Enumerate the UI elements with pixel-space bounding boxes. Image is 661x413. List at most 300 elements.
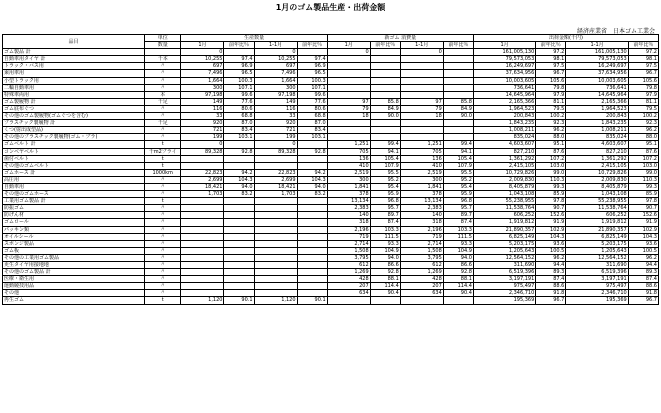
row-value: 99.6 (224, 91, 254, 98)
row-value: 1,703 (254, 191, 297, 198)
row-value: 719 (400, 233, 443, 240)
row-value: 3,795 (400, 254, 443, 261)
row-value: 89.7 (370, 212, 400, 219)
row-value: 2,383 (400, 205, 443, 212)
row-value: 300 (400, 176, 443, 183)
row-value (370, 91, 400, 98)
row-value: 90.0 (443, 113, 473, 120)
row-value: 104.3 (224, 176, 254, 183)
row-name: 自動車用タイヤ 計 (3, 56, 145, 63)
row-value: 79.8 (536, 84, 566, 91)
row-value: 92.8 (443, 269, 473, 276)
row-value: 87.4 (443, 219, 473, 226)
row-value: 85.9 (536, 191, 566, 198)
row-value: 92.8 (370, 269, 400, 276)
row-value: 88.6 (628, 283, 658, 290)
row-name: その他のゴムベルト (3, 162, 145, 169)
row-value: 93.6 (536, 240, 566, 247)
row-value: 95.7 (443, 205, 473, 212)
row-value: 2,699 (181, 176, 224, 183)
header-col-6: 1-1月 (400, 42, 443, 49)
header-col-3: 前年比％ (297, 42, 327, 49)
table-row (3, 84, 659, 91)
header-col-11: 前年比％ (628, 42, 658, 49)
row-value: 1,703 (181, 191, 224, 198)
row-value: 97.9 (536, 91, 566, 98)
table-row (3, 98, 659, 105)
row-value (370, 120, 400, 127)
row-value: 96.7 (628, 297, 658, 304)
header-rubber-consumption: 新ゴム 消費量 (327, 35, 473, 42)
row-unit: 〃 (144, 77, 181, 84)
row-value: 6,519,396 (473, 269, 535, 276)
row-value: 835,024 (473, 134, 535, 141)
row-value: 83.2 (297, 191, 327, 198)
row-name: プラスチック製履物 計 (3, 120, 145, 127)
row-value (181, 276, 224, 283)
row-value: 79.5 (628, 105, 658, 112)
row-name: パッキン類 (3, 226, 145, 233)
row-value: 68.8 (297, 113, 327, 120)
row-value: 2,165,366 (566, 98, 628, 105)
row-value: 90.4 (443, 290, 473, 297)
row-value (443, 91, 473, 98)
row-value: 12,564,152 (566, 254, 628, 261)
row-value: 83.2 (224, 191, 254, 198)
row-value (400, 84, 443, 91)
row-unit: 千本 (144, 56, 181, 63)
row-value (224, 49, 254, 56)
row-unit: t (144, 198, 181, 205)
row-unit: 千足 (144, 120, 181, 127)
row-name: くつ(射出成型品) (3, 127, 145, 134)
row-value: 195,369 (566, 297, 628, 304)
header-quantity: 数量 (144, 42, 181, 49)
row-value: 300 (181, 84, 224, 91)
row-value: 103.1 (297, 134, 327, 141)
row-value: 105.4 (370, 155, 400, 162)
row-value: 85.8 (370, 98, 400, 105)
row-value: 7,496 (254, 70, 297, 77)
row-unit: 〃 (144, 63, 181, 70)
row-value: 95.4 (370, 183, 400, 190)
row-value: 87.4 (628, 276, 658, 283)
row-value: 95.5 (443, 169, 473, 176)
header-item: 品目 (3, 35, 145, 49)
row-value: 14,645,964 (473, 91, 535, 98)
table-row (3, 297, 659, 304)
table-row (3, 113, 659, 120)
row-unit: 本 (144, 91, 181, 98)
row-value: 0 (327, 49, 370, 56)
row-value: 1,251 (327, 141, 370, 148)
row-value: 100.5 (536, 247, 566, 254)
row-value: 103.0 (628, 162, 658, 169)
row-value: 721 (254, 127, 297, 134)
header-shipment-value: 出荷金額(千円) (473, 35, 658, 42)
row-value (254, 205, 297, 212)
row-value: 3,197,191 (566, 276, 628, 283)
row-name: 高圧用 (3, 176, 145, 183)
row-value: 96.2 (536, 127, 566, 134)
row-value: 96.9 (224, 63, 254, 70)
table-row (3, 77, 659, 84)
row-value (297, 155, 327, 162)
row-value: 79 (400, 105, 443, 112)
row-value: 300 (254, 84, 297, 91)
row-value: 103.3 (443, 226, 473, 233)
row-value: 77.6 (224, 98, 254, 105)
table-row (3, 56, 659, 63)
row-value: 705 (400, 148, 443, 155)
row-unit: 〃 (144, 134, 181, 141)
row-value: 37,634,956 (566, 70, 628, 77)
row-value (400, 77, 443, 84)
row-value: 93.6 (628, 240, 658, 247)
row-value (443, 49, 473, 56)
row-value: 410 (327, 162, 370, 169)
table-row (3, 219, 659, 226)
row-value: 88.0 (628, 134, 658, 141)
row-unit: 〃 (144, 176, 181, 183)
row-value: 2,415,105 (473, 162, 535, 169)
row-value (443, 84, 473, 91)
row-value (254, 247, 297, 254)
row-value: 634 (327, 290, 370, 297)
row-name: スポンジ製品 (3, 240, 145, 247)
row-value (297, 226, 327, 233)
row-value (254, 240, 297, 247)
row-value (181, 290, 224, 297)
row-value: 2,714 (400, 240, 443, 247)
row-value: 95.2 (443, 176, 473, 183)
row-value (443, 297, 473, 304)
row-value: 1,120 (254, 297, 297, 304)
row-value: 86.6 (370, 262, 400, 269)
row-name: 防げん材 (3, 212, 145, 219)
row-value: 97,198 (181, 91, 224, 98)
row-value: 91.9 (628, 219, 658, 226)
row-value: 80.6 (297, 105, 327, 112)
row-value: 90.4 (370, 290, 400, 297)
row-value: 318 (327, 219, 370, 226)
row-value (224, 276, 254, 283)
row-value: 94.4 (536, 262, 566, 269)
row-value: 2,165,366 (473, 98, 535, 105)
row-value: 1,120 (181, 297, 224, 304)
row-unit: 〃 (144, 269, 181, 276)
row-value: 7,496 (181, 70, 224, 77)
row-value (224, 262, 254, 269)
row-value: 97.2 (628, 49, 658, 56)
row-value: 87.6 (628, 148, 658, 155)
row-unit: 〃 (144, 191, 181, 198)
row-value: 105.4 (443, 155, 473, 162)
row-value: 1,964,523 (566, 105, 628, 112)
row-name: 歯付ベルト (3, 155, 145, 162)
row-value: 152.6 (536, 212, 566, 219)
row-value (254, 290, 297, 297)
row-value: 21,890,357 (473, 226, 535, 233)
row-value (400, 134, 443, 141)
table-row (3, 240, 659, 247)
row-value: 606,252 (473, 212, 535, 219)
row-value: 1,664 (254, 77, 297, 84)
row-unit: 〃 (144, 212, 181, 219)
row-value: 96.9 (297, 63, 327, 70)
row-value: 94.2 (297, 169, 327, 176)
data-table (2, 34, 659, 305)
row-value (254, 283, 297, 290)
row-name: 工業用ゴム製品 計 (3, 198, 145, 205)
row-value (181, 254, 224, 261)
row-value (181, 162, 224, 169)
row-value (181, 212, 224, 219)
table-row (3, 183, 659, 190)
row-value: 10,729,826 (473, 169, 535, 176)
row-name: その他のゴム製品 計 (3, 269, 145, 276)
row-value: 634 (400, 290, 443, 297)
row-value: 721 (181, 127, 224, 134)
row-value (254, 219, 297, 226)
row-value: 84.9 (443, 105, 473, 112)
row-value (443, 77, 473, 84)
row-value: 92.8 (224, 148, 254, 155)
row-value: 2,383 (327, 205, 370, 212)
row-value: 91.8 (536, 290, 566, 297)
row-unit: 千m2プライ (144, 148, 181, 155)
row-value (327, 84, 370, 91)
row-value (370, 134, 400, 141)
row-value: 140 (327, 212, 370, 219)
row-value: 2,519 (400, 169, 443, 176)
row-value: 96.5 (297, 70, 327, 77)
row-value: 55,238,955 (566, 198, 628, 205)
row-value: 136 (400, 155, 443, 162)
row-value: 99.6 (297, 91, 327, 98)
row-value (224, 219, 254, 226)
row-value (224, 290, 254, 297)
row-value: 104.3 (297, 176, 327, 183)
row-value: 99.0 (628, 169, 658, 176)
row-value (297, 262, 327, 269)
row-unit: 〃 (144, 226, 181, 233)
row-unit: 〃 (144, 113, 181, 120)
row-value: 95.9 (443, 191, 473, 198)
row-value (297, 290, 327, 297)
header-col-7: 前年比％ (443, 42, 473, 49)
row-value (224, 198, 254, 205)
row-value: 3,795 (327, 254, 370, 261)
row-unit: t (144, 162, 181, 169)
row-value (181, 283, 224, 290)
row-value: 92.3 (536, 120, 566, 127)
row-value: 97 (327, 98, 370, 105)
row-value (443, 56, 473, 63)
row-value: 110.3 (628, 176, 658, 183)
row-value: 2,415,105 (566, 162, 628, 169)
row-value: 90.7 (628, 205, 658, 212)
row-value: 37,634,956 (473, 70, 535, 77)
row-value (370, 56, 400, 63)
row-value: 79.5 (536, 105, 566, 112)
table-row (3, 169, 659, 176)
row-value: 136 (327, 155, 370, 162)
row-value: 10,729,826 (566, 169, 628, 176)
row-value (254, 269, 297, 276)
row-value (370, 70, 400, 77)
row-value: 18,421 (181, 183, 224, 190)
header-unit: 単位 (144, 35, 181, 42)
row-value: 104.3 (536, 233, 566, 240)
row-value: 18 (400, 113, 443, 120)
row-value: 84.9 (370, 105, 400, 112)
row-value: 85.8 (443, 98, 473, 105)
row-value: 13,134 (400, 198, 443, 205)
table-row (3, 212, 659, 219)
row-value (181, 219, 224, 226)
table-row (3, 254, 659, 261)
row-value: 79,573,053 (473, 56, 535, 63)
row-value: 89.7 (443, 212, 473, 219)
row-value: 98.1 (536, 56, 566, 63)
row-name: ゴム板 (3, 247, 145, 254)
row-unit: 〃 (144, 70, 181, 77)
row-value (181, 262, 224, 269)
row-value (181, 226, 224, 233)
row-value: 1,043,108 (566, 191, 628, 198)
row-value (370, 297, 400, 304)
row-name: 乗用車用 (3, 70, 145, 77)
row-value: 94.4 (628, 262, 658, 269)
row-value: 87.0 (297, 120, 327, 127)
row-value: 81.1 (536, 98, 566, 105)
row-unit: t (144, 141, 181, 148)
table-row (3, 233, 659, 240)
row-value: 975,497 (473, 283, 535, 290)
row-value: 94.2 (224, 169, 254, 176)
row-value: 719 (327, 233, 370, 240)
row-value: 2,009,830 (566, 176, 628, 183)
row-value: 920 (181, 120, 224, 127)
row-value: 88.1 (443, 276, 473, 283)
row-value: 89.3 (536, 269, 566, 276)
row-value: 5,203,175 (566, 240, 628, 247)
row-value: 149 (254, 98, 297, 105)
row-value: 1,841 (400, 183, 443, 190)
row-value (327, 77, 370, 84)
row-value (443, 134, 473, 141)
table-row (3, 247, 659, 254)
row-value (297, 198, 327, 205)
row-value: 0 (181, 49, 224, 56)
row-value: 697 (254, 63, 297, 70)
row-value: 827,210 (566, 148, 628, 155)
table-row (3, 49, 659, 56)
row-value: 68.8 (224, 113, 254, 120)
table-row (3, 141, 659, 148)
row-name: ゴムベルト 計 (3, 141, 145, 148)
row-value (254, 198, 297, 205)
row-value: 97.8 (536, 198, 566, 205)
row-value: 103.1 (224, 134, 254, 141)
row-value: 88.1 (370, 276, 400, 283)
row-value: 98.1 (628, 56, 658, 63)
row-unit: 〃 (144, 127, 181, 134)
header-col-10: 1-1月 (566, 42, 628, 49)
row-value (181, 269, 224, 276)
row-value: 0 (400, 49, 443, 56)
table-row (3, 70, 659, 77)
row-value: 100.2 (536, 113, 566, 120)
row-value (297, 269, 327, 276)
row-value: 97.5 (628, 63, 658, 70)
row-value: 100.5 (628, 247, 658, 254)
row-value: 1,919,812 (566, 219, 628, 226)
table-row (3, 176, 659, 183)
row-value: 300 (327, 176, 370, 183)
row-name: オイルシール (3, 233, 145, 240)
header-col-8: 1月 (473, 42, 535, 49)
row-value: 1,251 (400, 141, 443, 148)
row-value (400, 70, 443, 77)
table-row (3, 269, 659, 276)
row-name: 更生タイヤ用接地地 (3, 262, 145, 269)
row-value: 428 (400, 276, 443, 283)
row-value (224, 155, 254, 162)
row-value (224, 233, 254, 240)
row-value: 3,197,191 (473, 276, 535, 283)
row-value: 107.9 (443, 162, 473, 169)
row-value: 1,919,812 (473, 219, 535, 226)
source-note: 経済産業省 日本ゴム工業会 (576, 28, 655, 35)
row-name: その他のプラスチック製履物(ゴム・プラ) (3, 134, 145, 141)
row-value (224, 269, 254, 276)
row-value: 21,890,357 (566, 226, 628, 233)
row-name: ゴム製品 計 (3, 49, 145, 56)
header-col-2: 1-1月 (254, 42, 297, 49)
row-unit: 〃 (144, 205, 181, 212)
table-row (3, 198, 659, 205)
row-value: 606,252 (566, 212, 628, 219)
row-value: 102.9 (628, 226, 658, 233)
row-value: 95.9 (370, 191, 400, 198)
row-value: 1,269 (327, 269, 370, 276)
row-value (224, 240, 254, 247)
row-value: 1,508 (327, 247, 370, 254)
row-value: 96.2 (536, 254, 566, 261)
row-value: 83.4 (297, 127, 327, 134)
row-value: 410 (400, 162, 443, 169)
row-value (254, 212, 297, 219)
row-value: 6,825,149 (566, 233, 628, 240)
table-row (3, 120, 659, 127)
row-value: 116 (181, 105, 224, 112)
row-value: 94.0 (224, 183, 254, 190)
row-value: 92.8 (297, 148, 327, 155)
row-value: 827,210 (473, 148, 535, 155)
row-value: 378 (400, 191, 443, 198)
row-value: 1,205,643 (566, 247, 628, 254)
row-value (224, 283, 254, 290)
row-value: 4,603,607 (473, 141, 535, 148)
row-value: 97.9 (628, 91, 658, 98)
row-value (297, 254, 327, 261)
row-value: 2,196 (327, 226, 370, 233)
row-value: 195,369 (473, 297, 535, 304)
row-value: 81.1 (628, 98, 658, 105)
row-value: 94.0 (370, 254, 400, 261)
